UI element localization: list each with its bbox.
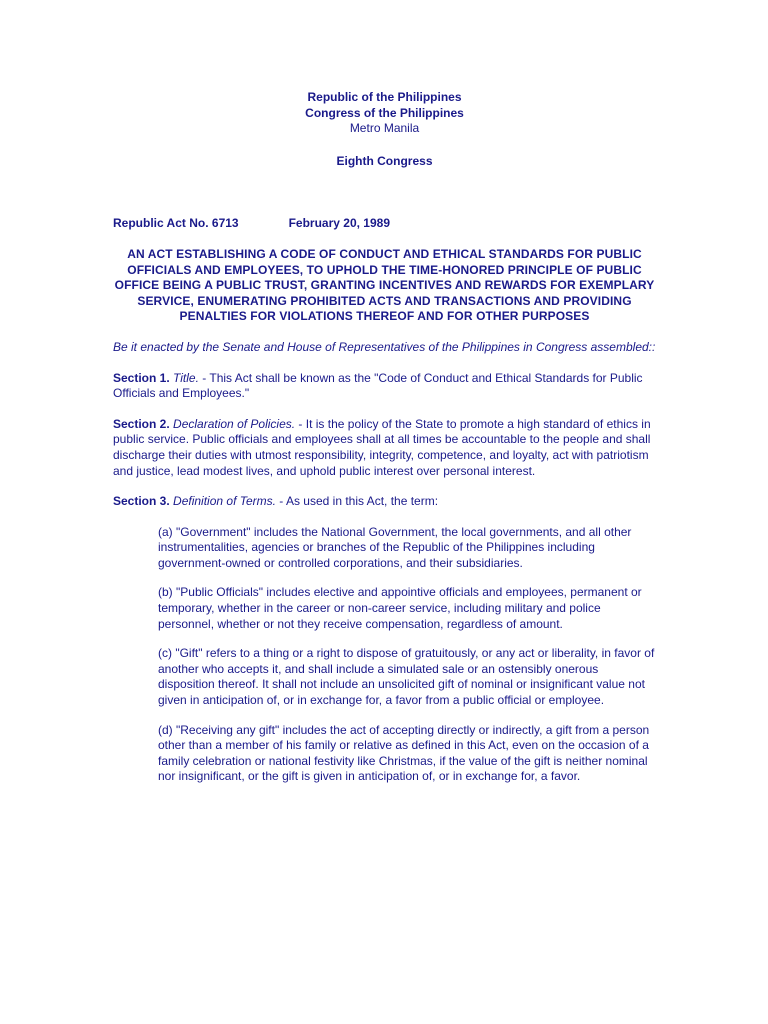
act-date: February 20, 1989 [288,216,390,231]
header-congress-number: Eighth Congress [336,153,433,168]
section-label: Section 3. [113,494,170,509]
document-body [113,90,656,785]
section-label: Section 2. [113,416,170,431]
section-2 [113,417,656,479]
term-receiving-gift: (d) "Receiving any gift" includes the act of accepting directly or indirectly, a gift from a person other than a member of his family or relative as defined in this Act, even on the occasion of a family celebration or national festivity like Christmas, if the value of the gift is neither nominal nor insignificant, or the gift is given in anticipation of, or in exchange for, a favor. [158,722,650,784]
section-text: - This Act shall be known as the "Code of Conduct and Ethical Standards for Public Officials and Employees." [113,370,643,401]
act-title: AN ACT ESTABLISHING A CODE OF CONDUCT AND ETHICAL STANDARDS FOR PUBLIC OFFICIALS AND EMPLOYEES, TO UPHOLD THE TIME-HONORED PRINCIPLE OF PUBLIC OFFICE BEING A PUBLIC TRUST, GRANTING INCENTIVES AND REWARDS FOR EXEMPLARY SERVICE, ENUMERATING PROHIBITED ACTS AND TRANSACTIONS AND PROVIDING PENALTIES FOR VIOLATIONS THEREOF AND FOR OTHER PURPOSES [114,246,655,324]
section-1 [113,371,656,402]
document-header [113,90,656,169]
header-congress-of-philippines: Congress of the Philippines [305,105,464,120]
term-public-officials: (b) "Public Officials" includes elective and appointive officials and employees, permanent or temporary, whether in the career or non-career service, including military and police personnel, whether or not they receive compensation, regardless of amount. [158,585,642,631]
header-location: Metro Manila [349,121,420,136]
act-number-line [113,216,656,232]
section-label: Section 1. [113,370,170,385]
section-name: Definition of Terms. [173,494,276,509]
enacting-clause: Be it enacted by the Senate and House of Representatives of the Philippines in Congress assembled:: [113,339,656,354]
header-republic: Republic of the Philippines [307,90,462,104]
section-text: - It is the policy of the State to promote a high standard of ethics in public service. Public officials and employees shall at all times be accountable to the people and shall discharge their duties with utmost responsibility, integrity, competence, and loyalty, act with patriotism and justice, lead modest lives, and uphold public interest over personal interest. [113,416,651,478]
term-government: (a) "Government" includes the National Government, the local governments, and all other instrumentalities, agencies or branches of the Republic of the Philippines including government-owned or controlled corporations, and their subsidiaries. [158,524,632,570]
section-name: Title. [173,370,199,385]
term-gift: (c) "Gift" refers to a thing or a right to dispose of gratuitously, or any act or liberality, in favor of another who accepts it, and shall include a simulated sale or an ostensibly onerous disposition thereof. It shall not include an unsolicited gift of nominal or insignificant value not given in anticipation of, or in exchange for, a favor from a public official or employee. [158,646,655,708]
act-number: Republic Act No. 6713 [113,216,239,231]
section-text: - As used in this Act, the term: [275,494,439,509]
section-3 [113,494,656,510]
section-name: Declaration of Policies. [173,416,296,431]
